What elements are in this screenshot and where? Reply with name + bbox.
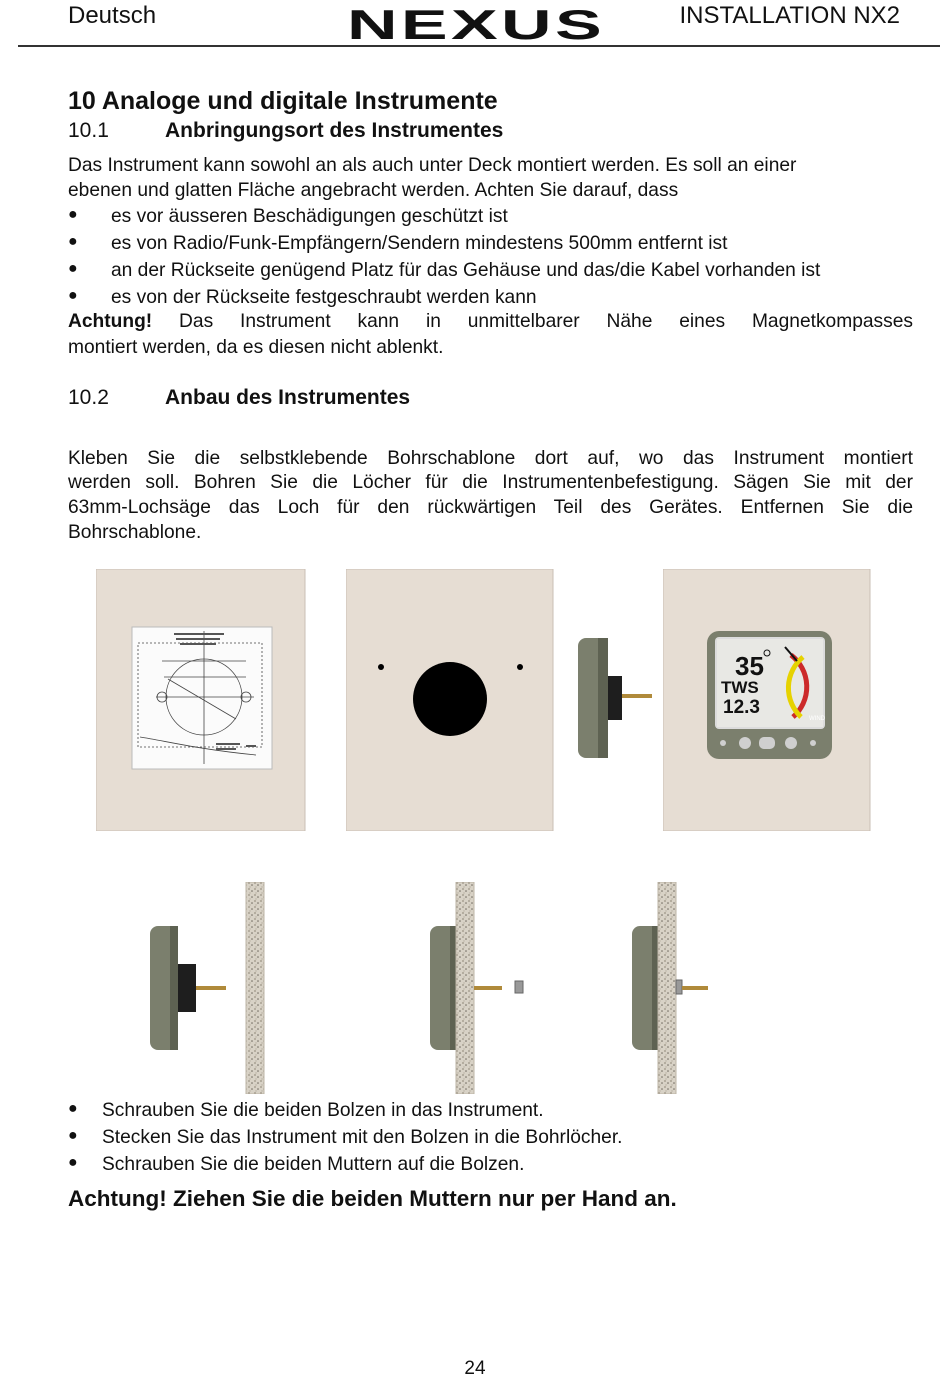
- para-line-4: Bohrschablone.: [68, 522, 202, 543]
- subsection-heading-10-1: [68, 119, 504, 143]
- final-warning: Achtung! Ziehen Sie die beiden Muttern nur per Hand an.: [68, 1186, 677, 1211]
- note-text: Das Instrument kann in unmittelbarer Nähe eines Magnetkompasses: [152, 311, 913, 332]
- illustration-drilled-panel: [346, 569, 554, 836]
- logo-text: NEXUS: [347, 6, 605, 42]
- steps-list: [68, 1098, 928, 1179]
- bullet-icon: ●: [68, 233, 78, 250]
- header-doc-title: INSTALLATION NX2: [679, 2, 900, 29]
- illustration-bolt-insert: [146, 882, 270, 1099]
- illustration-nut-tightened: [628, 882, 712, 1099]
- bullet-icon: ●: [68, 260, 78, 277]
- subsection-number: 10.2: [68, 386, 109, 409]
- illustration-instrument-side: [572, 636, 654, 765]
- note-line-1: [68, 309, 913, 334]
- intro-text-1: Das Instrument kann sowohl an als auch unter Deck montiert werden. Es soll an einer: [68, 155, 797, 176]
- list-item: [68, 1098, 928, 1125]
- bullet-icon: ●: [68, 206, 78, 223]
- para-line-1: Kleben Sie die selbstklebende Bohrschablone dort auf, wo das Instrument montiert: [68, 448, 913, 469]
- illustration-mounted-panel: [663, 569, 871, 836]
- display-brand: WIND: [809, 716, 825, 722]
- list-item: [68, 204, 928, 231]
- list-item: [68, 231, 928, 258]
- note-label: Achtung!: [68, 311, 153, 332]
- header-rule: [18, 45, 940, 47]
- illustration-bolt-through-wall: [426, 882, 530, 1099]
- list-item: [68, 1152, 928, 1179]
- illustration-template-panel: [96, 569, 306, 836]
- section-title: 10 Analoge und digitale Instrumente: [68, 87, 498, 115]
- subsection-heading-10-2: [68, 386, 411, 410]
- bullet-text: es vor äusseren Beschädigungen geschützt ist: [111, 206, 508, 227]
- bullet-icon: ●: [68, 1100, 78, 1117]
- subsection-number: 10.1: [68, 119, 109, 142]
- intro-line-2: ebenen und glatten Fläche angebracht werden. Achten Sie darauf, dass: [68, 180, 679, 201]
- step-text: Stecken Sie das Instrument mit den Bolzen in die Bohrlöcher.: [102, 1127, 623, 1148]
- header-language: Deutsch: [68, 2, 157, 29]
- bullet-icon: ●: [68, 1127, 78, 1144]
- display-label: TWS: [721, 678, 759, 697]
- bullet-text: an der Rückseite genügend Platz für das Gehäuse und das/die Kabel vorhanden ist: [111, 260, 821, 281]
- list-item: [68, 258, 928, 285]
- list-item: [68, 285, 928, 312]
- note-line-2: montiert werden, da es diesen nicht ablenkt.: [68, 337, 444, 358]
- step-text: Schrauben Sie die beiden Bolzen in das Instrument.: [102, 1100, 544, 1121]
- bullet-text: es von der Rückseite festgeschraubt werden kann: [111, 287, 537, 308]
- bullet-icon: ●: [68, 1154, 78, 1171]
- subsection-title: Anbringungsort des Instrumentes: [165, 119, 504, 142]
- page-number: 24: [464, 1358, 486, 1379]
- list-item: [68, 1125, 928, 1152]
- display-top-value: 35: [735, 651, 764, 681]
- intro-line-1: [68, 153, 913, 178]
- nexus-logo: [345, 6, 607, 47]
- para-line-3: 63mm-Lochsäge das Loch für den rückwärtigen Teil des Gerätes. Entfernen Sie die: [68, 497, 913, 518]
- step-text: Schrauben Sie die beiden Muttern auf die Bolzen.: [102, 1154, 525, 1175]
- subsection-title: Anbau des Instrumentes: [165, 386, 411, 409]
- bullet-list: [68, 204, 928, 312]
- para-line-2: werden soll. Bohren Sie die Löcher für die Instrumentenbefestigung. Sägen Sie mit der: [68, 472, 913, 493]
- display-bottom-value: 12.3: [723, 697, 760, 718]
- bullet-icon: ●: [68, 287, 78, 304]
- bullet-text: es von Radio/Funk-Empfängern/Sendern mindestens 500mm entfernt ist: [111, 233, 728, 254]
